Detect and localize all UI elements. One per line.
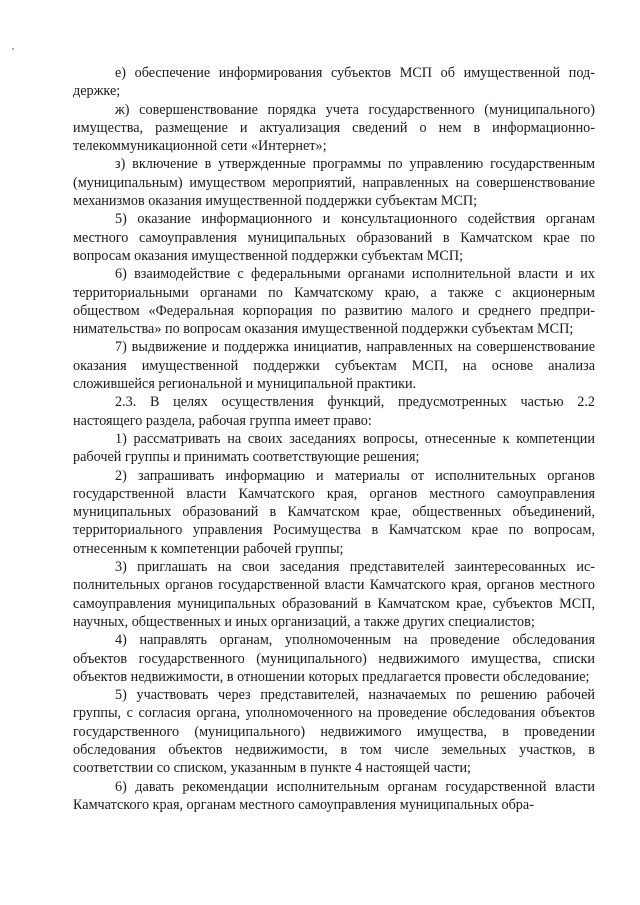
paragraph-right-2-request: 2) запрашивать информацию и материалы от исполнительных органов государственной власти Камчатского края, органов местного самоуправления муниципальных образований в Камчатском крае, общественных объединений, территориального управления Росимущества в Камчатском крае по вопросам, отнесенным к компетенции рабочей группы; <box>73 467 595 557</box>
paragraph-2-3-rights: 2.3. В целях осуществления функций, предусмотренных частью 2.2 настоящего раздела, рабочая группа имеет право: <box>73 394 595 429</box>
paragraph-right-6-recommend: 6) давать рекомендации исполнительным органам государственной власти Камчатского края, органам местного самоуправления муниципальных обра- <box>73 778 595 813</box>
paragraph-6-federal-interaction: 6) взаимодействие с федеральными органами исполнительной власти и их территориальными органами по Камчатскому краю, а также с акционерным обществом «Федеральная корпорация по развитию малого и среднего предпринимательства» по вопросам оказания имущественной поддержки субъектам МСП; <box>73 266 595 338</box>
paragraph-right-4-send-lists: 4) направлять органам, уполномоченным на проведение обследования объектов государственного (муниципального) недвижимого имущества, списки объектов недвижимости, в отношении которых предлагается провести обследование; <box>73 632 595 685</box>
paragraph-zh-property-accounting: ж) совершенствование порядка учета государственного (муниципального) имущества, размещение и актуализация сведений о нем в информационнотелекоммуникационной сети «Интернет»; <box>73 101 595 155</box>
document-page <box>73 64 595 814</box>
paragraph-e-informing: е) обеспечение информирования субъектов МСП об имущественной поддержке; <box>73 65 595 100</box>
scan-speck <box>12 48 14 50</box>
paragraph-right-3-invite: 3) приглашать на свои заседания представителей заинтересованных исполнительных органов государственной власти Камчатского края, органов местного самоуправления муниципальных образований в Камчатском крае, субъектов МСП, научных, общественных и иных организаций, а также других специалистов; <box>73 559 595 630</box>
paragraph-5-consulting: 5) оказание информационного и консультационного содействия органам местного самоуправления муниципальных образований в Камчатском крае по вопросам оказания имущественной поддержки субъектам МСП; <box>73 211 595 264</box>
paragraph-z-programs: з) включение в утвержденные программы по управлению государственным (муниципальным) имуществом мероприятий, направленных на совершенствование механизмов оказания имущественной поддержки субъектам МСП; <box>73 156 595 210</box>
paragraph-right-1-review: 1) рассматривать на своих заседаниях вопросы, отнесенные к компетенции рабочей группы и принимать соответствующие решения; <box>73 430 595 466</box>
paragraph-7-initiatives: 7) выдвижение и поддержка инициатив, направленных на совершенствование оказания имущественной поддержки субъектам МСП, на основе анализа сложившейся региональной и муниципальной практики. <box>73 339 595 393</box>
paragraph-right-5-participate: 5) участвовать через представителей, назначаемых по решению рабочей группы, с согласия органа, уполномоченного на проведение обследования объектов государственного (муниципального) недвижимого имущества, в проведении обследования объектов недвижимости, в том числе земельных участков, в соответствии со списком, указанным в пункте 4 настоящей части; <box>73 687 595 777</box>
